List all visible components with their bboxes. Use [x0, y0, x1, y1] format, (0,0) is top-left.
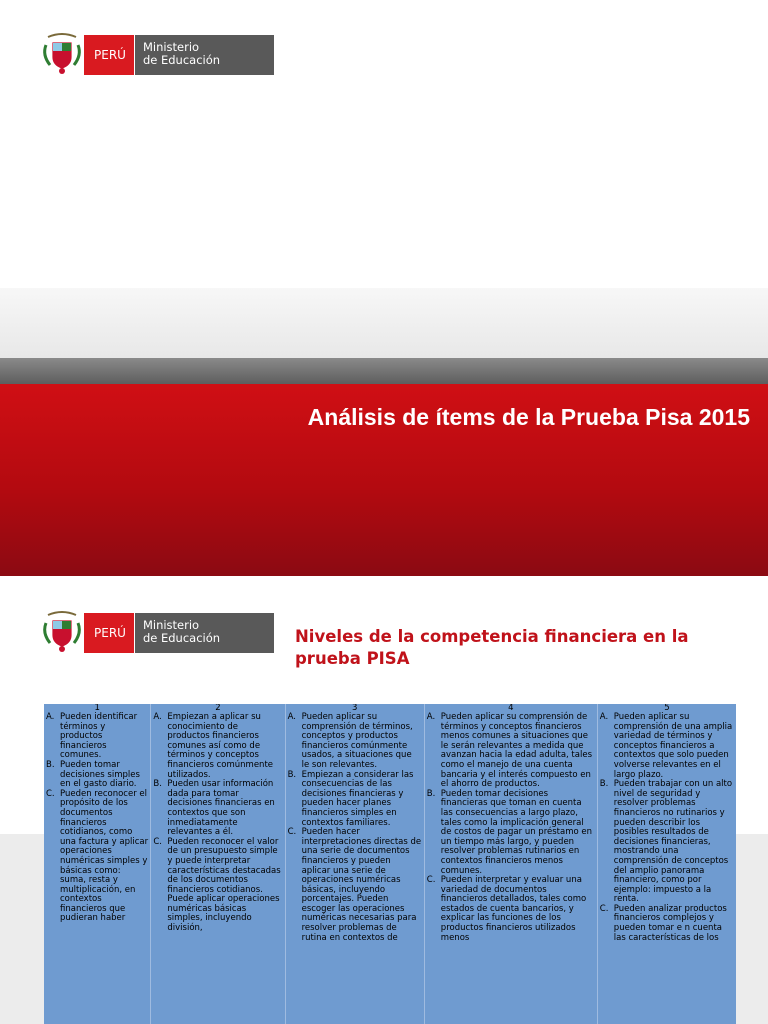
level-item: C. Pueden reconocer el propósito de los documentos financieros cotidianos, como una factura y aplicar operaciones numéricas simples y básicas como: suma, resta y multiplicación, en contextos financieros que pudieran haber [46, 788, 149, 924]
logo-ministry-label [135, 35, 274, 75]
slide-levels-title: Niveles de la competencia financiera en la prueba PISA [295, 627, 689, 668]
logo-ministry-line2: de Educación [142, 53, 221, 67]
level-header: 1 [94, 704, 100, 713]
level-item: B. Pueden tomar decisiones simples en el gasto diario. [46, 759, 140, 790]
logo-ministry-line2: de Educación [142, 631, 221, 645]
level-item: C. Pueden reconocer el valor de un presupuesto simple y puede interpretar características destacadas de los documentos financieros cotidianos. Puede aplicar operaciones numéricas básicas simples, incluyendo división, [153, 836, 281, 934]
gray-band [0, 288, 768, 358]
peru-coat-of-arms-icon [40, 31, 84, 75]
peru-coat-of-arms-icon [40, 609, 84, 653]
level-item: B. Pueden usar información dada para tomar decisiones financieras en contextos que son inmediatamente relevantes a él. [153, 779, 275, 838]
competency-levels-table [44, 704, 736, 1024]
level-header: 4 [508, 704, 514, 713]
level-item: C. Pueden analizar productos financieros complejos y pueden tomar e n cuenta las características de los [599, 903, 727, 943]
minedu-logo [40, 35, 274, 75]
slide-levels [0, 576, 768, 1024]
level-item: B. Pueden trabajar con un alto nivel de seguridad y resolver problemas financieros no rutinarios y pueden describir los posibles resultados de decisiones financieras, mostrando una comprensión de conceptos del amplio panorama financiero, como por ejemplo: impuesto a la renta. [599, 779, 733, 905]
level-column [425, 704, 598, 1024]
slide-title-text: Análisis de ítems de la Prueba Pisa 2015 [307, 404, 750, 430]
level-column [598, 704, 736, 1024]
logo-country-label: PERÚ [84, 35, 135, 75]
level-column [151, 704, 285, 1024]
level-column [286, 704, 425, 1024]
level-item: A. Pueden identificar términos y productos financieros comunes. [46, 712, 138, 761]
level-header: 5 [664, 704, 670, 713]
level-item: C. Pueden hacer interpretaciones directas de una serie de documentos financieros y pueden aplicar una serie de operaciones numéricas básicas, incluyendo porcentajes. Pueden escoger las operaciones numéricas necesarias para resolver problemas de rutina en contextos de [287, 827, 422, 943]
level-item: B. Empiezan a considerar las consecuencias de las decisiones financieras y pueden hacer planes financieros simples en contextos familiares. [287, 769, 414, 828]
dark-stripe [0, 358, 768, 384]
logo-ministry-line1: Ministerio [142, 618, 200, 632]
level-item: B. Pueden tomar decisiones financieras que toman en cuenta las consecuencias a largo plazo, tales como la implicación general de costos de pagar un préstamo en un tiempo más largo, y pueden resolver problemas rutinarios en contextos financieros menos comunes. [426, 788, 592, 876]
level-item: A. Pueden aplicar su comprensión de una amplia variedad de términos y conceptos financieros a contextos que solo pueden volverse relevantes en el largo plazo. [599, 712, 733, 780]
level-item: C. Pueden interpretar y evaluar una variedad de documentos financieros detallados, tales como estados de cuenta bancarios, y explicar las funciones de los productos financieros utilizados menos [426, 875, 587, 943]
level-item: A. Pueden aplicar su comprensión de términos, conceptos y productos financieros comúnmente usados, a situaciones que le son relevantes. [287, 712, 413, 770]
minedu-logo [40, 613, 274, 653]
logo-ministry-line1: Ministerio [142, 40, 200, 54]
level-column [44, 704, 151, 1024]
level-item: A. Pueden aplicar su comprensión de términos y conceptos financieros menos comunes a situaciones que le serán relevantes a medida que avanzan hacia la edad adulta, tales como el manejo de una cuenta bancaria y el interés compuesto en el ahorro de productos. [426, 712, 592, 790]
level-item: A. Empiezan a aplicar su conocimiento de productos financieros comunes así como de términos y conceptos financieros comúnmente utilizados. [153, 712, 274, 780]
level-header: 3 [351, 704, 358, 713]
level-header: 2 [215, 704, 221, 713]
logo-ministry-label [135, 613, 274, 653]
logo-country-label: PERÚ [84, 613, 135, 653]
